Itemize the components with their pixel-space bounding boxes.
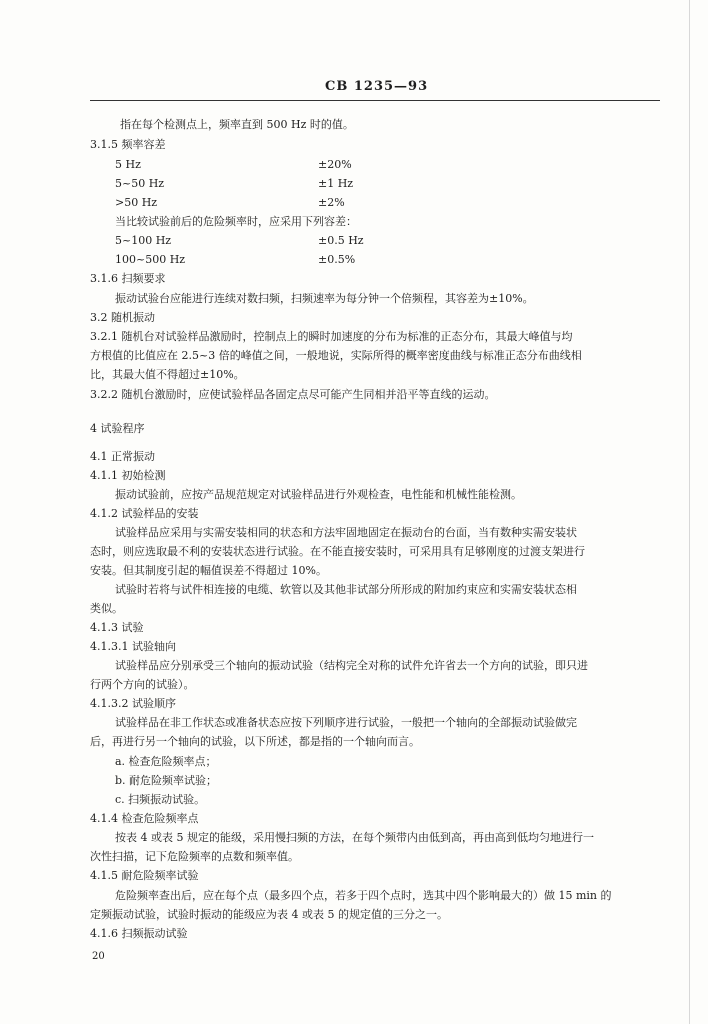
page-number: 20 [92,951,105,962]
text-line: 试验时若将与试件相连接的电缆、软管以及其他非试部分所形成的附加约束应和实需安装状态相 [115,583,577,596]
text-line: a. 检查危险频率点； [115,755,217,768]
text-line: 行两个方向的试验）。 [90,678,195,691]
text-line: 4.1.1 初始检测 [90,469,166,482]
text-line: 4 试验程序 [90,422,145,435]
page-header: CB 1235—93 [325,79,429,94]
text-line: 指在每个检测点上，频率直到 500 Hz 时的值。 [120,118,354,131]
text-line: 试验样品应分别承受三个轴向的振动试验（结构完全对称的试件允许省去一个方向的试验，即只进 [115,659,588,672]
text-line: >50 Hz [115,196,158,209]
text-line: 类似。 [90,602,123,615]
text-line: 4.1.3.1 试验轴向 [90,640,176,653]
text-line: 试验样品应采用与实需安装相同的状态和方法牢固地固定在振动台的台面，当有数种实需安装状 [115,526,577,539]
text-line: ±0.5% [318,253,356,266]
text-line: ±0.5 Hz [318,234,364,247]
text-line: 100~500 Hz [115,253,186,266]
text-line: 3.2.1 随机台对试验样品激励时，控制点上的瞬时加速度的分布为标准的正态分布，其最大峰值与均 [90,330,573,343]
text-line: ±2% [318,196,345,209]
text-line: 当比较试验前后的危险频率时，应采用下列容差： [115,215,357,228]
header-rule [90,100,660,101]
text-line: 次性扫描，记下危险频率的点数和频率值。 [90,850,299,863]
text-line: b. 耐危险频率试验； [115,774,218,787]
text-line: 方根值的比值应在 2.5~3 倍的峰值之间，一般地说，实际所得的概率密度曲线与标准正态分布曲线相 [90,349,582,362]
text-line: 3.2.2 随机台激励时，应使试验样品各固定点尽可能产生同相并沿平等直线的运动。 [90,388,496,401]
text-line: 定频振动试验，试验时振动的能级应为表 4 或表 5 的规定值的三分之一。 [90,908,448,921]
text-line: 3.1.5 频率容差 [90,138,166,151]
text-line: 危险频率查出后，应在每个点（最多四个点，若多于四个点时，选其中四个影响最大的）做 15 min 的 [115,889,612,902]
text-line: 3.1.6 扫频要求 [90,272,166,285]
scan-edge [689,0,690,1024]
text-line: 态时，则应选取最不利的安装状态进行试验。在不能直接安装时，可采用具有足够刚度的过渡支架进行 [90,545,585,558]
text-line: 5~100 Hz [115,234,172,247]
text-line: 3.2 随机振动 [90,311,155,324]
text-line: ±20% [318,158,352,171]
text-line: 4.1.3.2 试验顺序 [90,697,176,710]
text-line: 4.1 正常振动 [90,450,155,463]
text-line: 5~50 Hz [115,177,165,190]
text-line: 4.1.3 试验 [90,621,144,634]
text-line: 4.1.6 扫频振动试验 [90,927,188,940]
text-line: 振动试验台应能进行连续对数扫频，扫频速率为每分钟一个倍频程，其容差为±10%。 [115,292,534,305]
text-line: 后，再进行另一个轴向的试验，以下所述，都是指的一个轴向而言。 [90,735,420,748]
text-line: ±1 Hz [318,177,354,190]
text-line: 按表 4 或表 5 规定的能级，采用慢扫频的方法，在每个频带内由低到高，再由高到低均匀地进行一 [115,831,594,844]
text-line: c. 扫频振动试验。 [115,793,206,806]
text-line: 4.1.5 耐危险频率试验 [90,869,199,882]
text-line: 4.1.4 检查危险频率点 [90,812,199,825]
text-line: 比，其最大值不得超过±10%。 [90,368,245,381]
text-line: 振动试验前，应按产品规范规定对试验样品进行外观检查，电性能和机械性能检测。 [115,488,522,501]
text-line: 试验样品在非工作状态或准备状态应按下列顺序进行试验，一般把一个轴向的全部振动试验做完 [115,716,577,729]
text-line: 5 Hz [115,158,141,171]
text-line: 4.1.2 试验样品的安装 [90,507,199,520]
text-line: 安装。但其制度引起的幅值误差不得超过 10%。 [90,564,327,577]
